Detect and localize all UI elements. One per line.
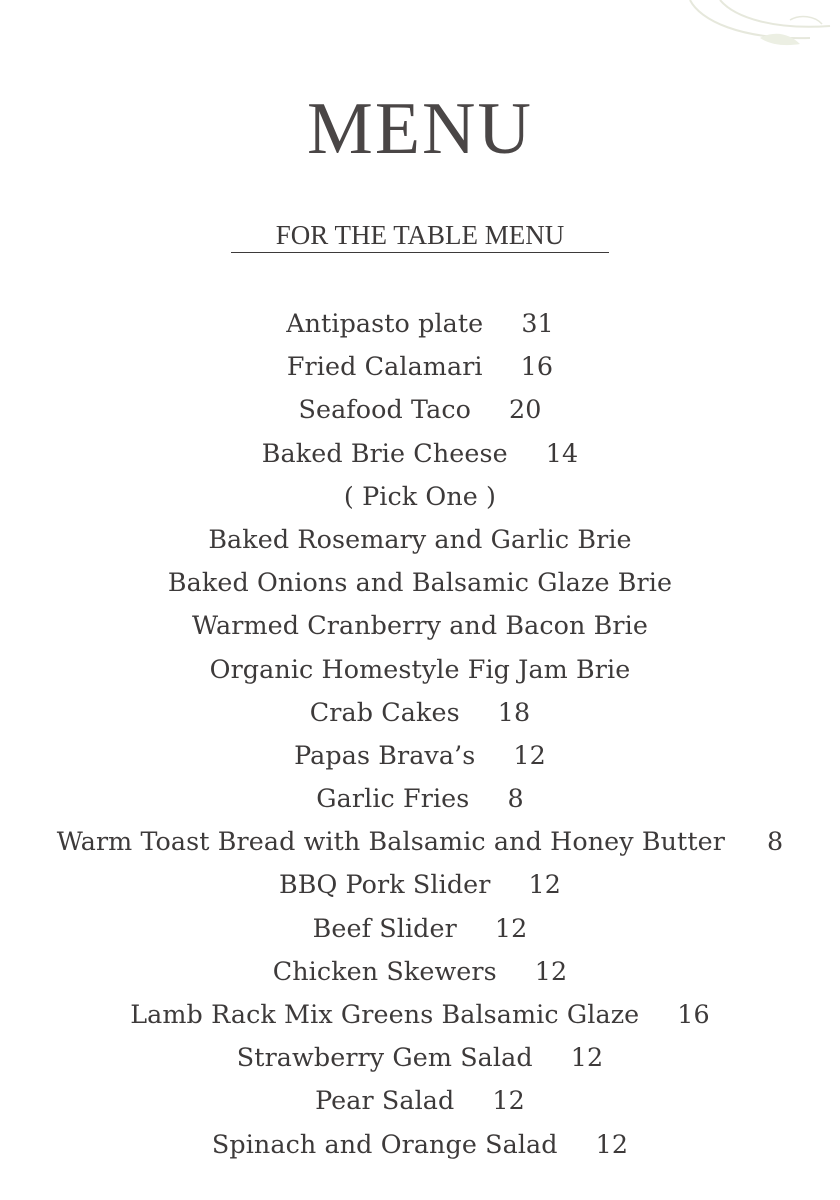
item-price: 16 [677, 999, 710, 1029]
item-name: Spinach and Orange Salad [211, 1128, 558, 1159]
menu-item [0, 388, 840, 431]
item-name: BBQ Pork Slider [278, 869, 491, 900]
item-price: 12 [534, 955, 568, 986]
item-price: 12 [494, 912, 528, 943]
menu-title: MENU [307, 88, 533, 170]
pick-one-note: ( Pick One ) [343, 480, 497, 511]
item-price: 12 [528, 869, 562, 900]
menu-item [0, 863, 840, 906]
menu-item [0, 1079, 840, 1122]
section-heading: FOR THE TABLE MENU [231, 222, 609, 253]
menu-item-option [0, 561, 840, 604]
menu-item-option [0, 648, 840, 691]
item-price: 20 [509, 394, 542, 425]
item-name: Strawberry Gem Salad [236, 1042, 533, 1073]
item-name: Fried Calamari [286, 351, 483, 382]
item-name: Crab Cakes [309, 696, 460, 727]
item-price: 8 [767, 826, 784, 857]
menu-item [0, 734, 840, 777]
menu-item-option [0, 518, 840, 561]
menu-item [0, 432, 840, 475]
menu-item-note [0, 475, 840, 518]
item-price: 14 [545, 437, 579, 468]
item-name: Beef Slider [312, 912, 457, 943]
item-name: Baked Brie Cheese [261, 437, 508, 468]
menu-item [0, 1036, 840, 1079]
item-name: Pear Salad [315, 1085, 455, 1116]
item-price: 18 [497, 696, 531, 727]
item-price: 12 [492, 1085, 525, 1116]
item-price: 8 [507, 783, 524, 814]
menu-item-option [0, 604, 840, 647]
item-name: Warmed Cranberry and Bacon Brie [192, 610, 648, 641]
item-name: Organic Homestyle Fig Jam Brie [209, 653, 631, 684]
menu-item [0, 1123, 840, 1166]
item-name: Baked Rosemary and Garlic Brie [208, 523, 632, 554]
item-name: Papas Brava’s [294, 739, 476, 770]
item-name: Chicken Skewers [272, 955, 497, 986]
menu-item [0, 820, 840, 863]
item-name: Lamb Rack Mix Greens Balsamic Glaze [130, 999, 640, 1029]
item-price: 12 [595, 1128, 629, 1159]
item-name: Garlic Fries [316, 783, 470, 814]
menu-item [0, 345, 840, 388]
item-price: 12 [513, 739, 546, 770]
item-name: Antipasto plate [286, 308, 484, 338]
item-name: Warm Toast Bread with Balsamic and Honey Butter [56, 826, 725, 857]
menu-item [0, 907, 840, 950]
menu-item [0, 777, 840, 820]
menu-item-list [0, 302, 840, 1166]
menu-item [0, 950, 840, 993]
item-price: 31 [521, 308, 554, 338]
item-name: Seafood Taco [298, 394, 472, 425]
item-name: Baked Onions and Balsamic Glaze Brie [167, 567, 673, 598]
item-price: 16 [520, 351, 554, 382]
menu-item [0, 993, 840, 1036]
corner-ornament-icon [680, 0, 840, 60]
item-price: 12 [570, 1042, 604, 1073]
menu-item [0, 302, 840, 345]
menu-item [0, 691, 840, 734]
